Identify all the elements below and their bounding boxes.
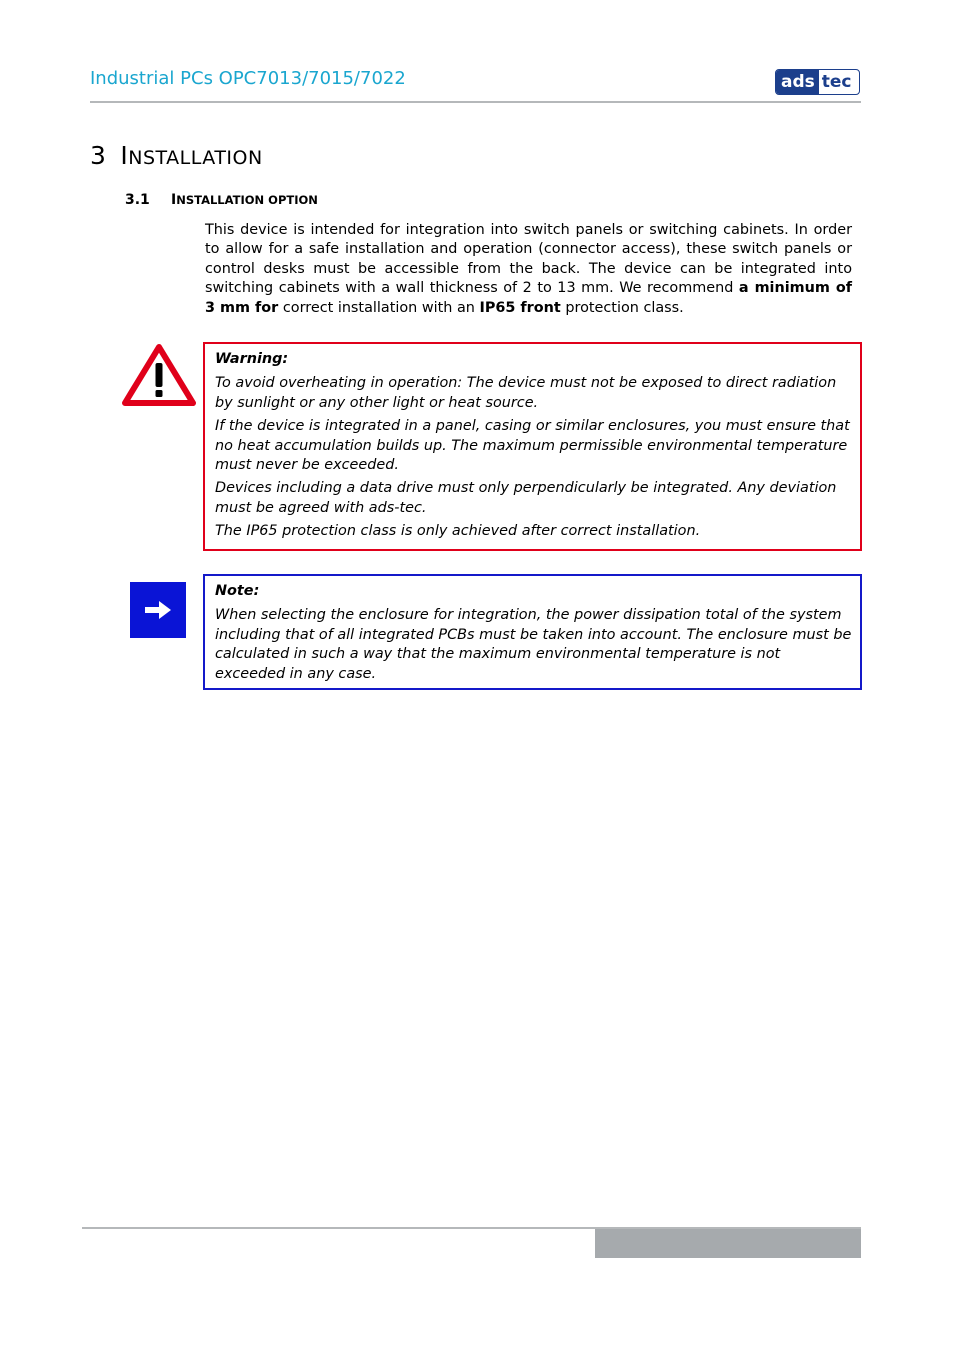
chapter-title-rest: NSTALLATION — [128, 147, 263, 169]
chapter-title-initial: I — [120, 141, 129, 170]
header-divider — [90, 101, 861, 103]
header-title: Industrial PCs OPC7013/7015/7022 — [90, 68, 406, 89]
section-title-rest: NSTALLATION OPTION — [176, 193, 318, 207]
chapter-heading — [90, 141, 263, 170]
warning-paragraph: To avoid overheating in operation: The device must not be exposed to direct radiation by sunlight or any other light or heat source. — [215, 375, 837, 411]
note-box — [203, 574, 862, 690]
warning-triangle-icon — [122, 343, 196, 407]
para-bold-2: IP65 front — [479, 299, 561, 316]
arrow-right-icon — [130, 582, 186, 638]
para-text-2: correct installation with an — [278, 299, 480, 316]
footer-bar — [595, 1229, 861, 1258]
para-bold-1: a minimum of 3 mm for — [205, 280, 853, 316]
section-heading — [125, 192, 318, 208]
para-text-3: protection class. — [560, 299, 684, 316]
section-number: 3.1 — [125, 192, 150, 208]
warning-paragraph: Devices including a data drive must only perpendicularly be integrated. Any deviation must be agreed with ads-tec. — [215, 480, 837, 516]
section-title-initial: I — [171, 192, 177, 208]
warning-paragraph: If the device is integrated in a panel, casing or similar enclosures, you must ensure that no heat accumulation builds up. The maximum permissible environmental temperature must never be exceeded. — [215, 418, 850, 474]
para-text-1: This device is intended for integration into switch panels or switching cabinets. In order to allow for a safe installation and operation (connector access), these switch panels or control desks must be accessible from the back. The device can be integrated into switching cabinets with a wall thickness of 2 to 13 mm. We recommend — [205, 222, 852, 297]
note-paragraph: When selecting the enclosure for integration, the power dissipation total of the system including that of all integrated PCBs must be taken into account. The enclosure must be calculated in such a way that the maximum environmental temperature is not exceeded in any case. — [215, 607, 852, 682]
ads-tec-logo — [775, 69, 860, 95]
installation-paragraph — [205, 221, 852, 318]
warning-paragraph: The IP65 protection class is only achieved after correct installation. — [215, 523, 701, 540]
logo-part-2: tec — [819, 70, 855, 94]
note-title: Note: — [215, 583, 260, 599]
warning-title: Warning: — [215, 351, 289, 367]
chapter-number: 3 — [90, 141, 107, 170]
logo-part-1: ads — [776, 70, 819, 94]
warning-box — [203, 342, 862, 551]
